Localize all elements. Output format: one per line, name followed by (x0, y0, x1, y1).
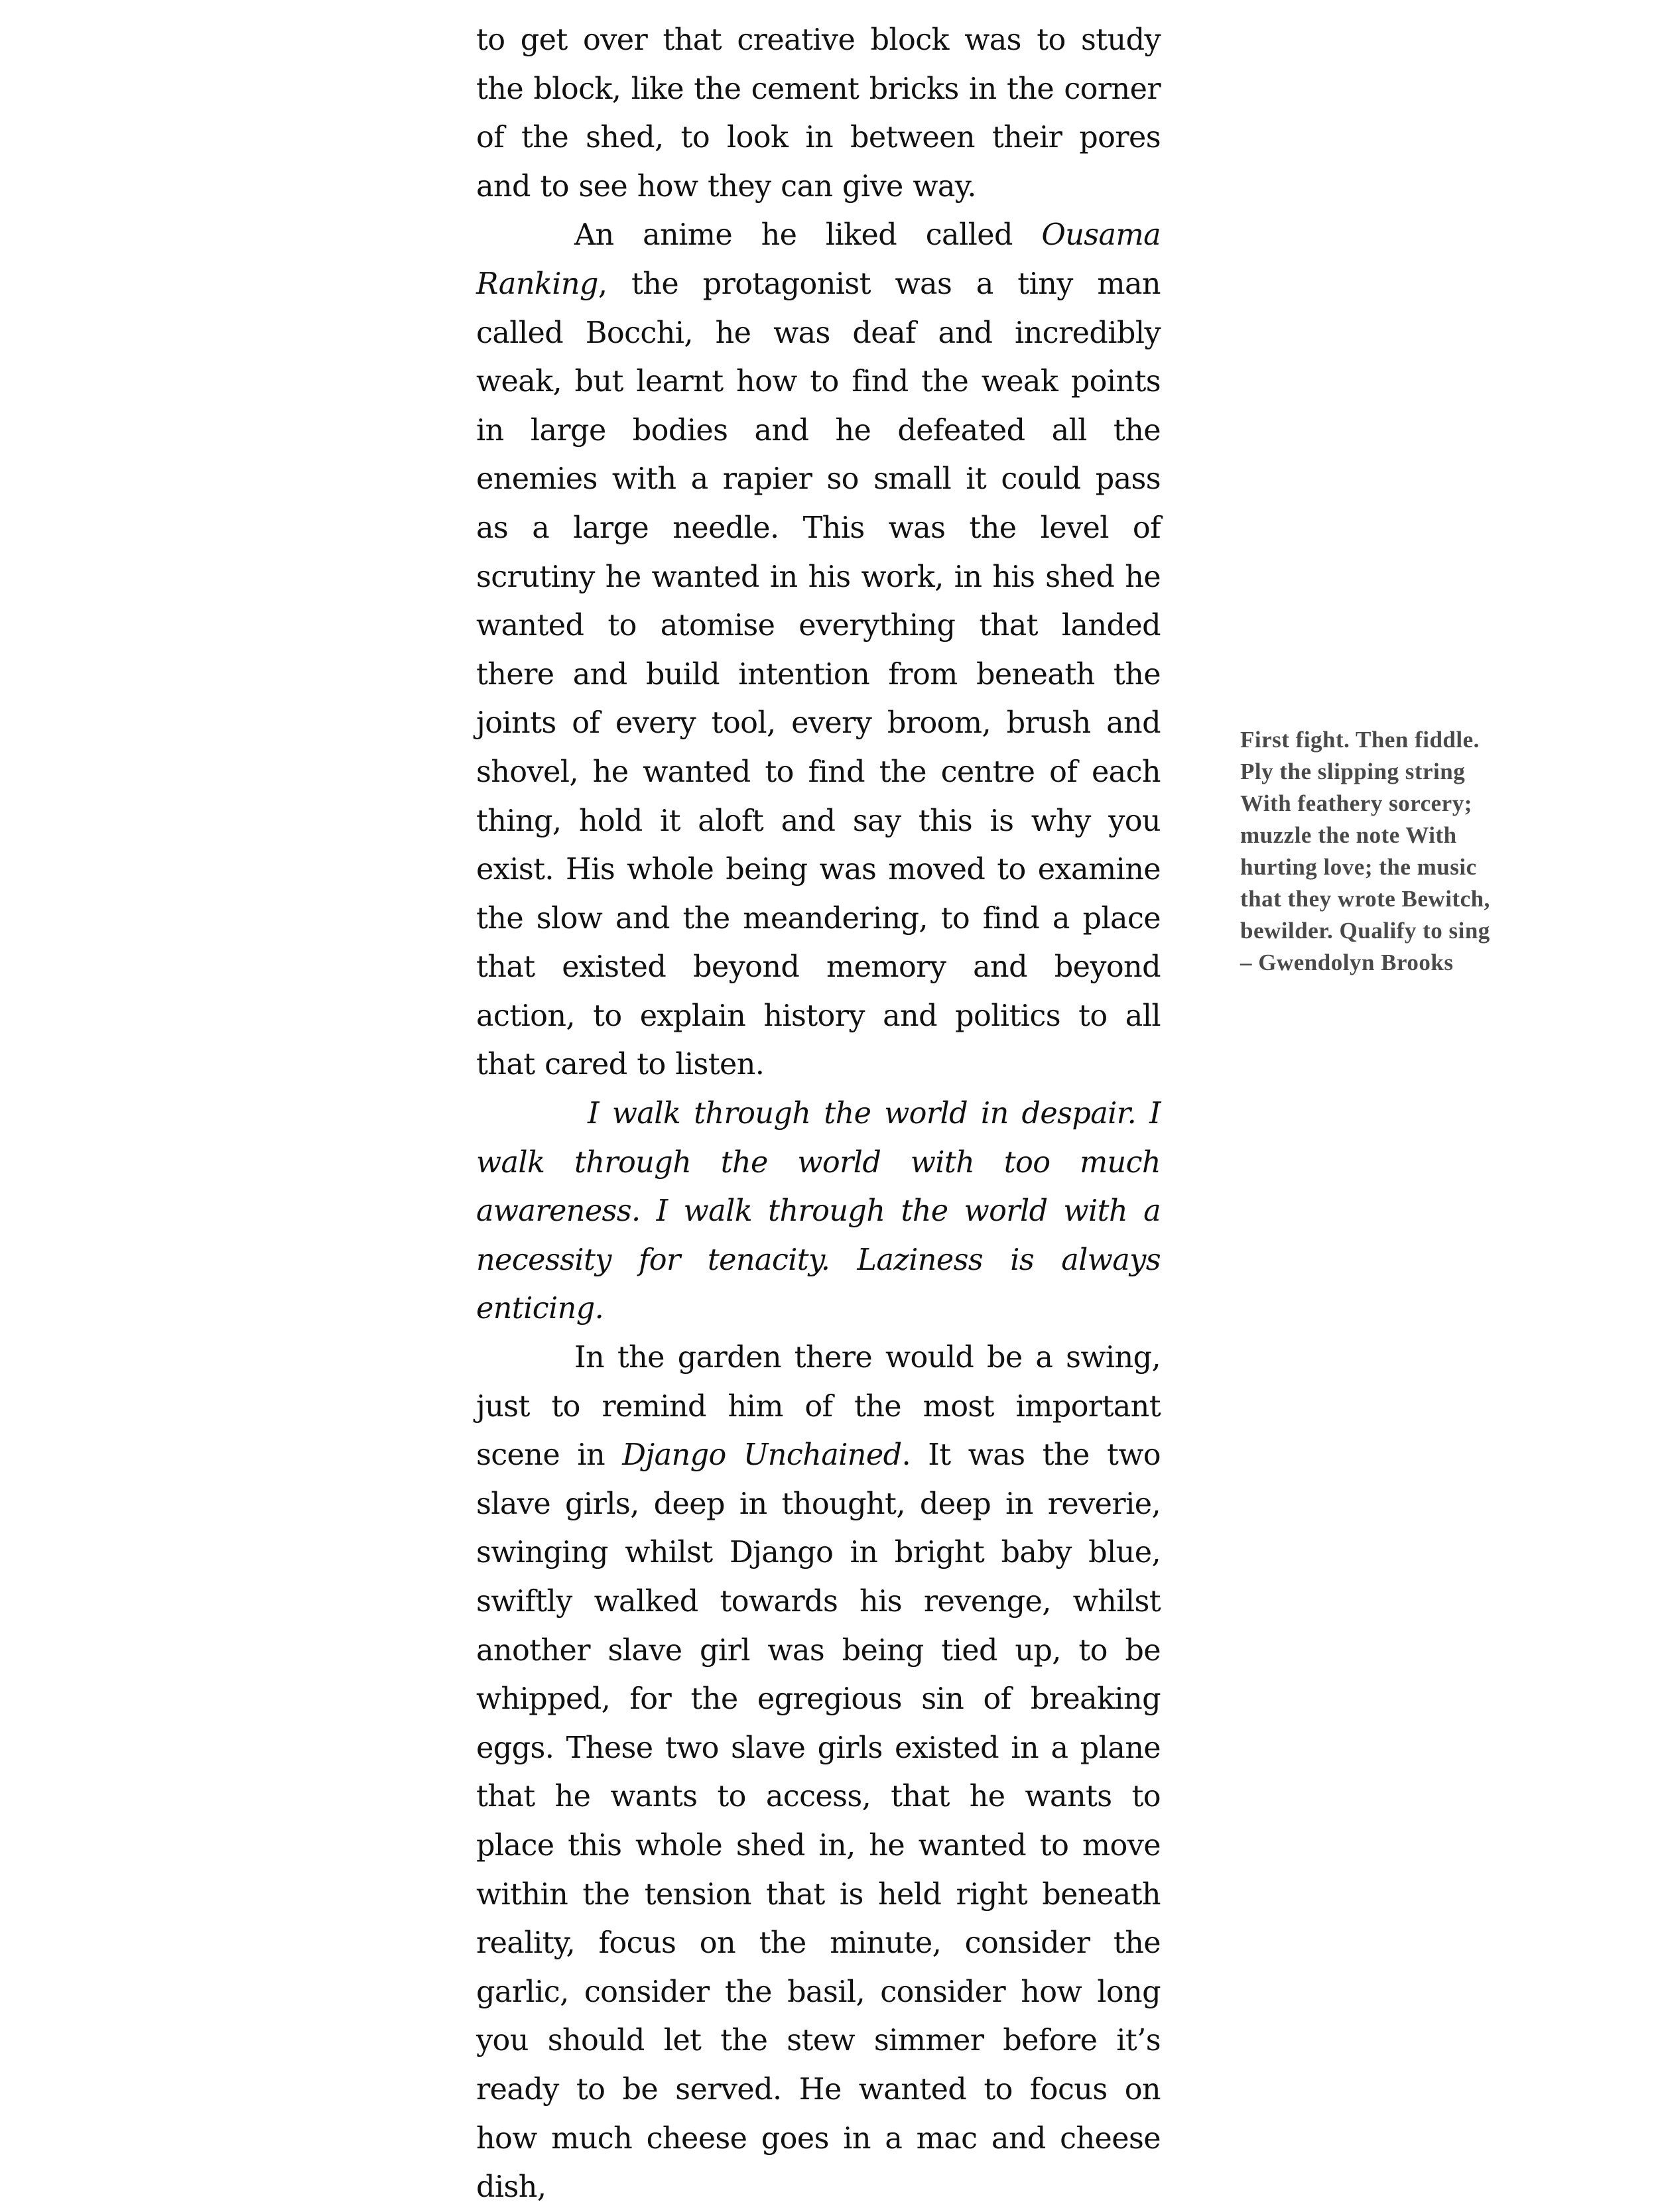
film-title: Django Unchained (622, 1438, 902, 1473)
anime-title: Ousama Ranking (476, 218, 1161, 301)
sidebar-epigraph (1240, 724, 1492, 979)
paragraph-2-before: An anime he liked called (574, 218, 1042, 253)
italic-quote-paragraph (476, 1089, 1161, 1333)
paragraph-2-after: , the protagonist was a tiny man called Bocchi, he was deaf and incredibly weak, but learnt how to find the weak points in large bodies and he defeated all the enemies with a rapier so small it could pass as a large needle. This was the level of scrutiny he wanted in his work, in his shed he wanted to atomise everything that landed there and build intention from beneath the joints of every tool, every broom, brush and shovel, he wanted to find the centre of each thing, hold it aloft and say this is why you exist. His whole being was moved to examine the slow and the meandering, to find a place that existed beyond memory and beyond action, to explain history and politics to all that cared to listen. (476, 267, 1161, 1082)
paragraph-garden (476, 1333, 1161, 2212)
paragraph-continued (476, 16, 1161, 211)
paragraph-1-text: to get over that creative block was to study the block, like the cement bricks in the corner of the shed, to look in between their pores and to see how they can give way. (476, 23, 1161, 204)
paragraph-3-after: . It was the two slave girls, deep in thought, deep in reverie, swinging whilst Django in bright baby blue, swiftly walked towards his revenge, whilst another slave girl was being tied up, to be whipped, for the egregious sin of breaking eggs. These two slave girls existed in a plane that he wants to access, that he wants to place this whole shed in, he wanted to move within the tension that is held right beneath reality, focus on the minute, consider the garlic, consider the basil, consider how long you should let the stew simmer before it’s ready to be served. He wanted to focus on how much cheese goes in a mac and cheese dish, (476, 1438, 1161, 2205)
sidebar-quote-text: First fight. Then fiddle. Ply the slipping string With feathery sorcery; muzzle the note With hurting love; the music that they wrote Bewitch, bewilder. Qualify to sing – Gwendolyn Brooks (1240, 727, 1490, 975)
italic-quote-text: I walk through the world in despair. I walk through the world with too much awareness. I walk through the world with a necessity for tenacity. Laziness is always enticing. (476, 1097, 1161, 1326)
paragraph-3-before: In the garden there would be a swing, just to remind him of the most important scene in (476, 1341, 1161, 1473)
main-text-column (476, 16, 1161, 2212)
paragraph-anime (476, 211, 1161, 1089)
